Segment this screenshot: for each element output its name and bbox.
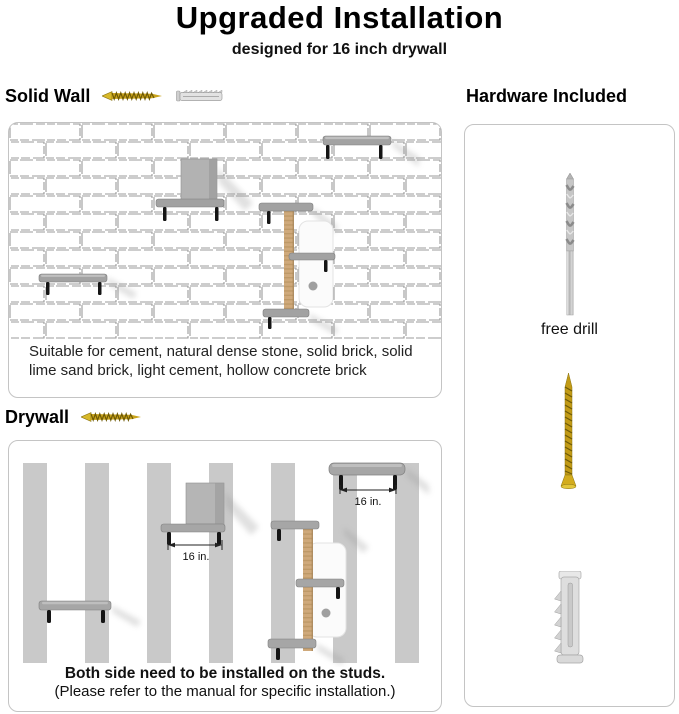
solid-wall-section-heading [5,86,226,106]
drywall-section-heading [5,407,143,427]
wall-anchor-icon [176,89,226,103]
solid-wall-panel [8,122,442,398]
shelf-width-label: 16 in. [182,551,210,563]
gold-screw-icon [81,411,143,423]
hardware-included-label: Hardware Included [466,85,628,106]
free-drill-label: free drill [541,321,598,338]
drywall-caption-note: (Please refer to the manual for specific installation.) [54,682,396,700]
hardware-section-heading [466,86,627,106]
drywall-caption-bold: Both side need to be installed on the studs. [64,665,386,682]
drywall-caption [9,665,441,702]
solid-wall-caption: Suitable for cement, natural dense stone, solid brick, solid lime sand brick, light cement, hollow concrete brick [29,343,413,379]
page-title: Upgraded Installation [175,0,504,35]
wall-anchor-icon [554,571,586,667]
shelf-width-label: 16 in. [354,496,382,508]
stud-wall-cat-shelves-illustration [9,441,441,667]
solid-wall-label: Solid Wall [5,85,91,106]
gold-screw-icon [102,90,164,102]
page-subtitle: designed for 16 inch drywall [231,41,448,58]
brick-wall-cat-shelves-illustration [9,123,441,339]
hardware-panel [464,124,675,707]
drywall-panel [8,440,442,712]
drywall-label: Drywall [5,406,70,427]
gold-screw-icon [559,371,581,491]
masonry-drill-bit-icon [560,173,580,317]
